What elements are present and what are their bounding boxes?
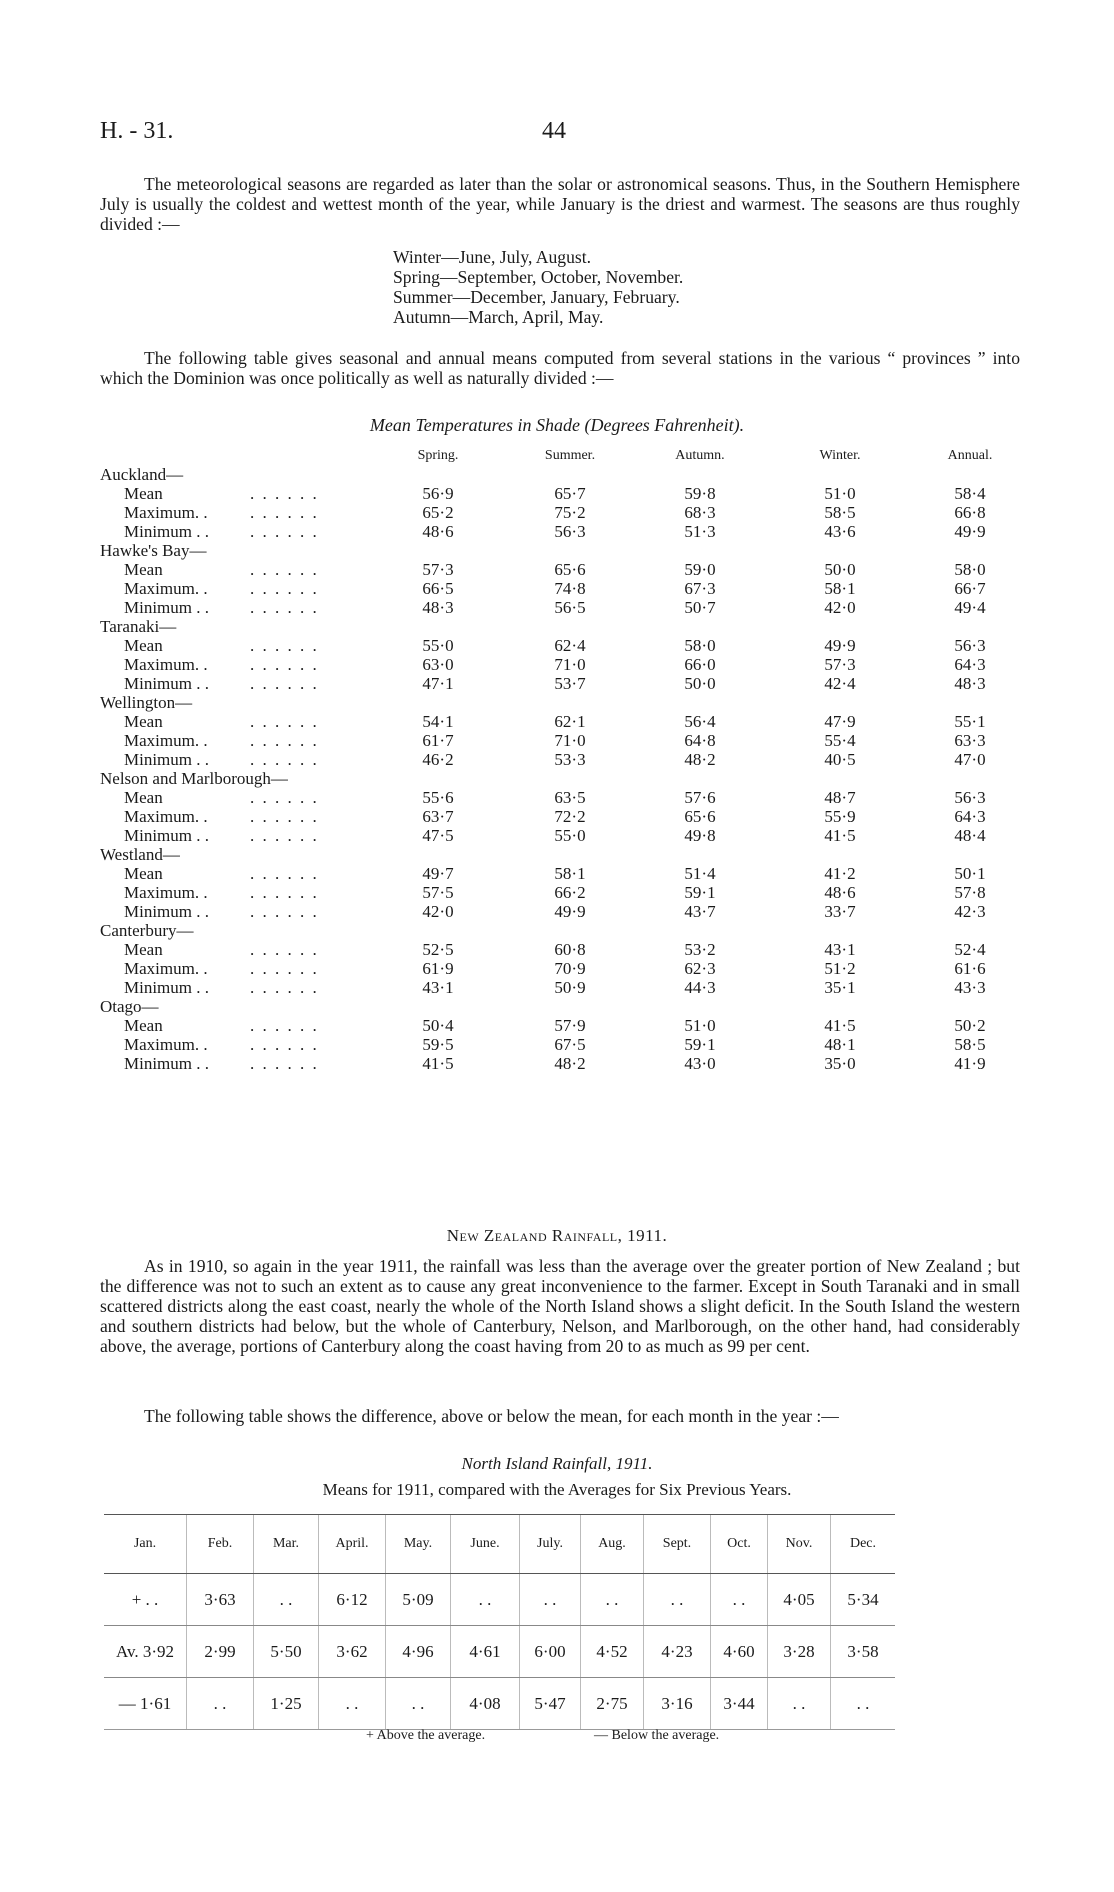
row-label: Maximum. . [124, 807, 208, 826]
legend-above: + Above the average. [366, 1728, 486, 1743]
table-cell: . . [386, 1678, 451, 1730]
table-cell: . . [644, 1574, 711, 1626]
table-cell: 51·4 [684, 864, 716, 883]
row-label: Minimum . . [124, 522, 210, 541]
table-cell: 59·8 [684, 484, 716, 503]
table-cell: 49·4 [954, 598, 986, 617]
table-cell: 46·2 [422, 750, 454, 769]
row-label: Maximum. . [124, 883, 208, 902]
table-cell: 58·1 [554, 864, 586, 883]
leader-dots: . . . . . . [250, 788, 319, 807]
leader-dots: . . . . . . [250, 655, 319, 674]
table-cell: 65·6 [684, 807, 716, 826]
month-header: June. [451, 1515, 520, 1574]
table-cell: 4·05 [768, 1574, 831, 1626]
table-cell: 51·0 [684, 1016, 716, 1035]
page-number: 44 [542, 118, 566, 144]
row-label: Maximum. . [124, 731, 208, 750]
column-header: Summer. [544, 448, 596, 463]
table-cell: 4·23 [644, 1626, 711, 1678]
table-cell: 3·16 [644, 1678, 711, 1730]
table-row [100, 826, 1030, 845]
region-heading [100, 921, 1030, 940]
table-cell: 4·96 [386, 1626, 451, 1678]
table-cell: 41·5 [824, 1016, 856, 1035]
table-cell: 59·1 [684, 883, 716, 902]
table-cell: Av. 3·92 [104, 1626, 187, 1678]
leader-dots: . . . . . . [250, 1035, 319, 1054]
table-cell: 4·52 [581, 1626, 644, 1678]
table-row [104, 1574, 895, 1626]
table-cell: . . [711, 1574, 768, 1626]
table-cell: . . [187, 1678, 254, 1730]
table-cell: 6·00 [520, 1626, 581, 1678]
table-cell: 48·4 [954, 826, 986, 845]
leader-dots: . . . . . . [250, 598, 319, 617]
region-heading [100, 541, 1030, 560]
table-row [100, 1035, 1030, 1054]
table-row [100, 978, 1030, 997]
table-cell: 55·1 [954, 712, 986, 731]
temperature-table [100, 446, 1030, 1073]
table-cell: 43·1 [422, 978, 454, 997]
table-cell: 70·9 [554, 959, 586, 978]
row-label: Mean [124, 560, 163, 579]
table-row [100, 883, 1030, 902]
table-cell: 5·09 [386, 1574, 451, 1626]
table-cell: 48·2 [684, 750, 716, 769]
region-heading [100, 845, 1030, 864]
table-cell: 42·0 [422, 902, 454, 921]
table-cell: 33·7 [824, 902, 856, 921]
leader-dots: . . . . . . [250, 959, 319, 978]
region-heading [100, 465, 1030, 484]
table-cell: 66·2 [554, 883, 586, 902]
table-cell: 47·5 [422, 826, 454, 845]
table-cell: 58·0 [954, 560, 986, 579]
rainfall-table-subtitle: Means for 1911, compared with the Averages for Six Previous Years. [322, 1480, 792, 1499]
table-cell: 42·3 [954, 902, 986, 921]
rainfall-table-header [104, 1515, 895, 1574]
intro-paragraph: The meteorological seasons are regarded as later than the solar or astronomical seasons. Thus, in the Southern Hemisphere July is usually the coldest and wettest month of the year, while January is the driest and warmest. The seasons are thus roughly divided :— [100, 174, 1020, 234]
table-cell: + . . [104, 1574, 187, 1626]
table-row [100, 1054, 1030, 1073]
table-intro-paragraph: The following table gives seasonal and annual means computed from several stations in the various “ provinces ” into which the Dominion was once politically as well as naturally divided :— [100, 348, 1020, 388]
leader-dots: . . . . . . [250, 978, 319, 997]
table-cell: 4·08 [451, 1678, 520, 1730]
table-cell: 48·6 [422, 522, 454, 541]
table-cell: 43·1 [824, 940, 856, 959]
table-cell: 48·2 [554, 1054, 586, 1073]
table-cell: 47·1 [422, 674, 454, 693]
row-label: Minimum . . [124, 674, 210, 693]
table-cell: 53·3 [554, 750, 586, 769]
rainfall-paragraph: As in 1910, so again in the year 1911, the rainfall was less than the average over the greater portion of New Zealand ; but the difference was not to such an extent as to cause any great inconvenience to the farmer. Except in South Taranaki and in small scattered districts along the east coast, nearly the whole of the North Island shows a slight deficit. In the South Island the western and southern districts had below, but the whole of Canterbury, Nelson, and Marlborough, on the other hand, had considerably above, the average, portions of Canterbury along the coast having from 20 to as much as 99 per cent. [100, 1256, 1020, 1356]
table-cell: 53·2 [684, 940, 716, 959]
table-row [100, 1016, 1030, 1035]
table-cell: 35·0 [824, 1054, 856, 1073]
table-cell: 58·4 [954, 484, 986, 503]
column-header: Winter. [819, 448, 861, 463]
table-cell: 63·0 [422, 655, 454, 674]
table-cell: — 1·61 [104, 1678, 187, 1730]
temperature-table-header [100, 446, 1030, 465]
table-cell: 3·62 [319, 1626, 386, 1678]
table-cell: 55·0 [554, 826, 586, 845]
table-cell: 50·1 [954, 864, 986, 883]
table-cell: 47·0 [954, 750, 986, 769]
table-cell: 43·0 [684, 1054, 716, 1073]
table-cell: 3·58 [831, 1626, 896, 1678]
document-reference: H. - 31. [100, 118, 174, 144]
table-row [104, 1626, 895, 1678]
table-cell: 48·3 [422, 598, 454, 617]
temperature-table-title: Mean Temperatures in Shade (Degrees Fahrenheit). [369, 415, 745, 435]
table-cell: 1·25 [254, 1678, 319, 1730]
region-heading [100, 997, 1030, 1016]
table-cell: 59·1 [684, 1035, 716, 1054]
table-cell: 41·5 [422, 1054, 454, 1073]
leader-dots: . . . . . . [250, 864, 319, 883]
month-header: July. [520, 1515, 581, 1574]
season-winter: Winter—June, July, August. [393, 247, 592, 267]
row-label: Minimum . . [124, 1054, 210, 1073]
table-row [100, 959, 1030, 978]
table-cell: 67·5 [554, 1035, 586, 1054]
table-cell: 3·44 [711, 1678, 768, 1730]
table-cell: 65·2 [422, 503, 454, 522]
leader-dots: . . . . . . [250, 503, 319, 522]
table-cell: . . [451, 1574, 520, 1626]
table-row [100, 788, 1030, 807]
leader-dots: . . . . . . [250, 522, 319, 541]
table-row [100, 560, 1030, 579]
leader-dots: . . . . . . [250, 731, 319, 750]
month-header: Mar. [254, 1515, 319, 1574]
table-cell: 55·0 [422, 636, 454, 655]
table-cell: 43·7 [684, 902, 716, 921]
column-header: Spring. [417, 448, 459, 463]
table-cell: 57·3 [824, 655, 856, 674]
table-cell: . . [520, 1574, 581, 1626]
row-label: Mean [124, 1016, 163, 1035]
table-cell: 61·7 [422, 731, 454, 750]
leader-dots: . . . . . . [250, 1054, 319, 1073]
table-row [100, 484, 1030, 503]
table-cell: 41·9 [954, 1054, 986, 1073]
leader-dots: . . . . . . [250, 940, 319, 959]
leader-dots: . . . . . . [250, 712, 319, 731]
region-heading [100, 693, 1030, 712]
month-header: Feb. [187, 1515, 254, 1574]
table-cell: 61·9 [422, 959, 454, 978]
table-row [100, 940, 1030, 959]
table-cell: 3·63 [187, 1574, 254, 1626]
table-cell: 63·5 [554, 788, 586, 807]
column-header: Autumn. [675, 448, 725, 463]
rainfall-table [104, 1514, 895, 1730]
table-cell: 43·3 [954, 978, 986, 997]
table-cell: 56·9 [422, 484, 454, 503]
table-cell: 59·0 [684, 560, 716, 579]
row-label: Minimum . . [124, 826, 210, 845]
table-cell: 62·4 [554, 636, 586, 655]
leader-dots: . . . . . . [250, 484, 319, 503]
row-label: Maximum. . [124, 959, 208, 978]
row-label: Mean [124, 864, 163, 883]
table-cell: 58·5 [954, 1035, 986, 1054]
table-cell: 48·7 [824, 788, 856, 807]
table-cell: 56·4 [684, 712, 716, 731]
leader-dots: . . . . . . [250, 579, 319, 598]
table-cell: 58·0 [684, 636, 716, 655]
table-cell: . . [254, 1574, 319, 1626]
table-cell: 72·2 [554, 807, 586, 826]
season-spring: Spring—September, October, November. [393, 267, 684, 287]
table-cell: 57·8 [954, 883, 986, 902]
leader-dots: . . . . . . [250, 826, 319, 845]
leader-dots: . . . . . . [250, 1016, 319, 1035]
leader-dots: . . . . . . [250, 750, 319, 769]
table-cell: 5·50 [254, 1626, 319, 1678]
table-cell: 2·75 [581, 1678, 644, 1730]
table-cell: 42·4 [824, 674, 856, 693]
table-cell: 56·3 [954, 636, 986, 655]
table-cell: 65·6 [554, 560, 586, 579]
table-cell: 50·9 [554, 978, 586, 997]
season-summer: Summer—December, January, February. [393, 287, 680, 307]
table-cell: 40·5 [824, 750, 856, 769]
table-cell: 49·8 [684, 826, 716, 845]
table-cell: 51·3 [684, 522, 716, 541]
table-cell: 61·6 [954, 959, 986, 978]
table-cell: . . [768, 1678, 831, 1730]
month-header: April. [319, 1515, 386, 1574]
table-cell: 50·0 [824, 560, 856, 579]
region-heading [100, 769, 1030, 788]
month-header: Aug. [581, 1515, 644, 1574]
table-cell: 50·2 [954, 1016, 986, 1035]
row-label: Minimum . . [124, 902, 210, 921]
table-cell: 66·8 [954, 503, 986, 522]
table-row [100, 579, 1030, 598]
row-label: Minimum . . [124, 598, 210, 617]
table-row [100, 750, 1030, 769]
table-cell: 55·9 [824, 807, 856, 826]
rainfall-table-title: North Island Rainfall, 1911. [461, 1454, 653, 1473]
month-header: Jan. [104, 1515, 187, 1574]
table-cell: 49·9 [824, 636, 856, 655]
table-cell: 48·3 [954, 674, 986, 693]
month-header: May. [386, 1515, 451, 1574]
table-cell: 57·5 [422, 883, 454, 902]
table-cell: 49·9 [954, 522, 986, 541]
region-name: Otago— [100, 997, 159, 1016]
month-header: Sept. [644, 1515, 711, 1574]
row-label: Mean [124, 788, 163, 807]
table-cell: 71·0 [554, 731, 586, 750]
row-label: Mean [124, 712, 163, 731]
region-heading [100, 617, 1030, 636]
table-cell: 50·7 [684, 598, 716, 617]
table-cell: 62·3 [684, 959, 716, 978]
table-cell: . . [581, 1574, 644, 1626]
leader-dots: . . . . . . [250, 902, 319, 921]
table-cell: 43·6 [824, 522, 856, 541]
table-cell: 64·3 [954, 655, 986, 674]
table-cell: 49·7 [422, 864, 454, 883]
rainfall-heading: New Zealand Rainfall, 1911. [446, 1226, 668, 1245]
table-cell: 63·7 [422, 807, 454, 826]
rainfall-table-intro: The following table shows the difference, above or below the mean, for each month in the year :— [144, 1406, 839, 1426]
row-label: Mean [124, 636, 163, 655]
table-cell: 65·7 [554, 484, 586, 503]
table-cell: 48·6 [824, 883, 856, 902]
table-row [100, 636, 1030, 655]
row-label: Maximum. . [124, 579, 208, 598]
table-cell: 64·8 [684, 731, 716, 750]
leader-dots: . . . . . . [250, 636, 319, 655]
table-cell: 57·6 [684, 788, 716, 807]
table-cell: 58·1 [824, 579, 856, 598]
table-cell: 67·3 [684, 579, 716, 598]
season-autumn: Autumn—March, April, May. [393, 307, 604, 327]
region-name: Hawke's Bay— [100, 541, 207, 560]
row-label: Maximum. . [124, 503, 208, 522]
region-name: Canterbury— [100, 921, 194, 940]
table-cell: 54·1 [422, 712, 454, 731]
table-cell: 49·9 [554, 902, 586, 921]
row-label: Minimum . . [124, 750, 210, 769]
table-cell: 57·3 [422, 560, 454, 579]
region-name: Auckland— [100, 465, 184, 484]
table-row [100, 712, 1030, 731]
table-cell: 4·60 [711, 1626, 768, 1678]
table-cell: 44·3 [684, 978, 716, 997]
table-cell: 55·6 [422, 788, 454, 807]
table-cell: 50·4 [422, 1016, 454, 1035]
region-name: Nelson and Marlborough— [100, 769, 288, 788]
table-cell: 6·12 [319, 1574, 386, 1626]
table-cell: 52·4 [954, 940, 986, 959]
table-cell: 71·0 [554, 655, 586, 674]
table-cell: 63·3 [954, 731, 986, 750]
table-cell: 56·3 [954, 788, 986, 807]
leader-dots: . . . . . . [250, 883, 319, 902]
region-name: Taranaki— [100, 617, 177, 636]
legend-below: — Below the average. [594, 1728, 720, 1743]
table-cell: 66·5 [422, 579, 454, 598]
leader-dots: . . . . . . [250, 807, 319, 826]
table-row [100, 674, 1030, 693]
table-cell: 48·1 [824, 1035, 856, 1054]
table-row [100, 655, 1030, 674]
table-cell: 58·5 [824, 503, 856, 522]
table-cell: 53·7 [554, 674, 586, 693]
table-cell: 2·99 [187, 1626, 254, 1678]
table-cell: 41·2 [824, 864, 856, 883]
table-cell: . . [319, 1678, 386, 1730]
table-cell: 59·5 [422, 1035, 454, 1054]
table-cell: 5·47 [520, 1678, 581, 1730]
region-name: Wellington— [100, 693, 193, 712]
month-header: Oct. [711, 1515, 768, 1574]
table-cell: 4·61 [451, 1626, 520, 1678]
table-cell: 66·0 [684, 655, 716, 674]
row-label: Maximum. . [124, 1035, 208, 1054]
month-header: Nov. [768, 1515, 831, 1574]
table-row [100, 902, 1030, 921]
table-cell: 51·2 [824, 959, 856, 978]
table-cell: 64·3 [954, 807, 986, 826]
table-cell: 62·1 [554, 712, 586, 731]
table-cell: 55·4 [824, 731, 856, 750]
table-cell: 35·1 [824, 978, 856, 997]
leader-dots: . . . . . . [250, 560, 319, 579]
table-row [100, 503, 1030, 522]
table-row [100, 864, 1030, 883]
table-cell: 52·5 [422, 940, 454, 959]
table-cell: 56·5 [554, 598, 586, 617]
region-name: Westland— [100, 845, 180, 864]
table-row [100, 598, 1030, 617]
row-label: Mean [124, 484, 163, 503]
seasons-list [393, 247, 683, 327]
table-cell: 51·0 [824, 484, 856, 503]
table-row [100, 807, 1030, 826]
table-cell: . . [831, 1678, 896, 1730]
table-cell: 60·8 [554, 940, 586, 959]
table-cell: 41·5 [824, 826, 856, 845]
table-cell: 75·2 [554, 503, 586, 522]
month-header: Dec. [831, 1515, 896, 1574]
table-cell: 3·28 [768, 1626, 831, 1678]
row-label: Maximum. . [124, 655, 208, 674]
table-cell: 66·7 [954, 579, 986, 598]
table-cell: 56·3 [554, 522, 586, 541]
table-cell: 57·9 [554, 1016, 586, 1035]
table-cell: 47·9 [824, 712, 856, 731]
row-label: Minimum . . [124, 978, 210, 997]
table-row [100, 522, 1030, 541]
leader-dots: . . . . . . [250, 674, 319, 693]
table-cell: 5·34 [831, 1574, 896, 1626]
table-cell: 68·3 [684, 503, 716, 522]
table-cell: 42·0 [824, 598, 856, 617]
table-row [104, 1678, 895, 1730]
row-label: Mean [124, 940, 163, 959]
column-header: Annual. [947, 448, 993, 463]
table-row [100, 731, 1030, 750]
table-cell: 50·0 [684, 674, 716, 693]
table-cell: 74·8 [554, 579, 586, 598]
